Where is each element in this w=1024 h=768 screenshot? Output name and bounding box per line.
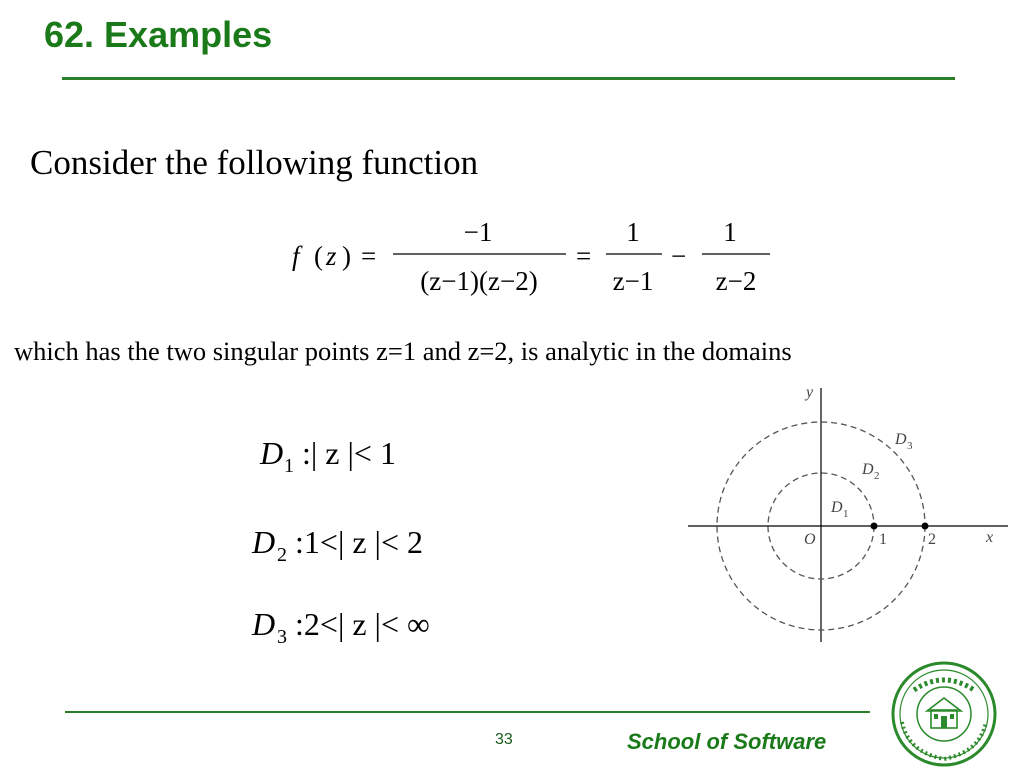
domain-d2-symbol: D bbox=[252, 524, 276, 560]
svg-text:D: D bbox=[862, 461, 874, 478]
svg-text:D: D bbox=[895, 431, 907, 448]
svg-text:2: 2 bbox=[874, 470, 880, 482]
singular-point-2 bbox=[922, 523, 929, 530]
domain-d1-subscript: 1 bbox=[284, 455, 294, 477]
fraction-1-numerator: −1 bbox=[463, 217, 493, 247]
formula-paren-open: ( bbox=[314, 241, 323, 271]
formula-f: f bbox=[292, 241, 300, 271]
region-label-d2 bbox=[861, 461, 880, 482]
formula-z: z bbox=[326, 241, 337, 271]
svg-text:1: 1 bbox=[843, 508, 849, 520]
fraction-3-numerator: 1 bbox=[723, 217, 737, 247]
domain-d3-symbol: D bbox=[252, 606, 276, 642]
fraction-2-denominator: z−1 bbox=[612, 266, 654, 296]
origin-label: O bbox=[804, 531, 816, 548]
fraction-2-numerator: 1 bbox=[626, 217, 640, 247]
formula-equals-2: = bbox=[576, 241, 592, 271]
singular-point-1 bbox=[871, 523, 878, 530]
domains-sentence: which has the two singular points z=1 and z=2, is analytic in the domains bbox=[14, 336, 792, 366]
svg-text:3: 3 bbox=[907, 440, 913, 452]
domain-d3-condition: :2<| z |< ∞ bbox=[295, 606, 430, 642]
domain-d2-condition: :1<| z |< 2 bbox=[295, 524, 423, 560]
page-number: 33 bbox=[495, 731, 513, 748]
tick-label-1: 1 bbox=[879, 531, 887, 548]
formula-equals-1: = bbox=[361, 241, 377, 271]
footer-label: School of Software bbox=[627, 729, 827, 754]
intro-text: Consider the following function bbox=[30, 143, 479, 182]
title-divider bbox=[62, 77, 955, 80]
x-axis-label: x bbox=[986, 529, 994, 546]
domain-d1-symbol: D bbox=[260, 435, 284, 471]
domain-d1-condition: :| z |< 1 bbox=[302, 435, 396, 471]
domain-d2 bbox=[251, 524, 423, 566]
svg-text:D: D bbox=[831, 499, 843, 516]
domain-d2-subscript: 2 bbox=[277, 544, 287, 566]
domain-d3 bbox=[251, 606, 430, 648]
domain-diagram bbox=[688, 380, 1008, 648]
tick-label-2: 2 bbox=[928, 531, 936, 548]
domain-d1 bbox=[259, 435, 396, 477]
university-logo bbox=[888, 660, 1000, 768]
slide-title: 62. Examples bbox=[44, 14, 273, 55]
formula-minus: − bbox=[671, 241, 687, 271]
fraction-3-denominator: z−2 bbox=[715, 266, 757, 296]
fraction-1-denominator: (z−1)(z−2) bbox=[420, 266, 538, 296]
domain-d3-subscript: 3 bbox=[277, 626, 287, 648]
function-formula bbox=[290, 210, 790, 305]
formula-paren-close: ) bbox=[342, 241, 351, 271]
domain-definitions bbox=[250, 425, 610, 665]
y-axis-label: y bbox=[806, 384, 814, 401]
footer-divider bbox=[65, 711, 870, 713]
region-label-d1 bbox=[830, 499, 849, 520]
region-label-d3 bbox=[894, 431, 913, 452]
